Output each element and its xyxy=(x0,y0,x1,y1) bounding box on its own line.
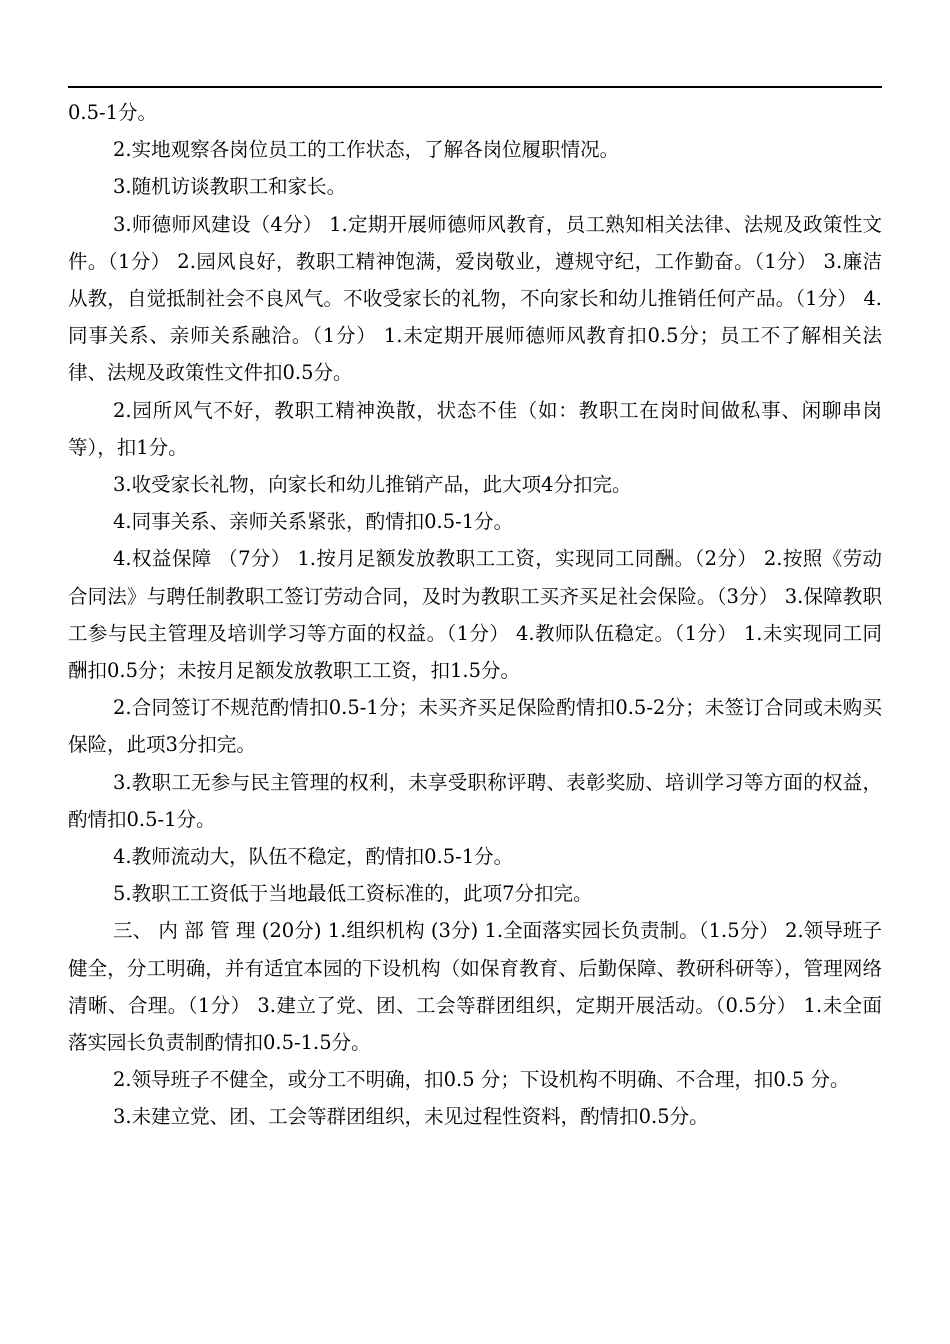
paragraph: 2.合同签订不规范酌情扣0.5-1分；未买齐买足保险酌情扣0.5-2分；未签订合同或未购买保险，此项3分扣完。 xyxy=(68,696,882,757)
paragraph: 2.园所风气不好，教职工精神涣散，状态不佳（如：教职工在岗时间做私事、闲聊串岗等），扣1分。 xyxy=(68,398,882,459)
header-rule xyxy=(68,86,882,88)
paragraph: 3.师德师风建设（4分） 1.定期开展师德师风教育，员工熟知相关法律、法规及政策性文件。（1分） 2.园风良好，教职工精神饱满，爱岗敬业，遵规守纪，工作勤奋。（1分） 3.廉洁从教，自觉抵制社会不良风气。不收受家长的礼物，不向家长和幼儿推销任何产品。（1分） 4.同事关系、亲师关系融洽。（1分） 1.未定期开展师德师风教育扣0.5分；员工不了解相关法律、法规及政策性文件扣0.5分。 xyxy=(68,212,882,385)
paragraph: 2.领导班子不健全，或分工不明确，扣0.5 分；下设机构不明确、不合理，扣0.5 分。 xyxy=(113,1068,850,1092)
paragraph: 3.未建立党、团、工会等群团组织，未见过程性资料，酌情扣0.5分。 xyxy=(113,1105,709,1129)
paragraph: 4.教师流动大，队伍不稳定，酌情扣0.5-1分。 xyxy=(113,845,514,869)
paragraph: 3.收受家长礼物，向家长和幼儿推销产品，此大项4分扣完。 xyxy=(113,473,632,497)
paragraph: 2.实地观察各岗位员工的工作状态，了解各岗位履职情况。 xyxy=(113,138,620,162)
paragraph: 3.教职工无参与民主管理的权利，未享受职称评聘、表彰奖励、培训学习等方面的权益，酌情扣0.5-1分。 xyxy=(68,770,882,831)
paragraph: 3.随机访谈教职工和家长。 xyxy=(113,175,347,199)
paragraph: 4.同事关系、亲师关系紧张，酌情扣0.5-1分。 xyxy=(113,510,514,534)
paragraph: 5.教职工工资低于当地最低工资标准的，此项7分扣完。 xyxy=(113,882,593,906)
paragraph: 三、 内 部 管 理 (20分) 1.组织机构 (3分) 1.全面落实园长负责制。（1.5分） 2.领导班子健全，分工明确，并有适宜本园的下设机构（如保育教育、后勤保障、教研科研等），管理网络清晰、合理。（1分） 3.建立了党、团、工会等群团组织，定期开展活动。（0.5分） 1.未全面落实园长负责制酌情扣0.5-1.5分。 xyxy=(68,919,882,1055)
document-body xyxy=(68,94,882,1136)
paragraph: 4.权益保障 （7分） 1.按月足额发放教职工工资，实现同工同酬。（2分） 2.按照《劳动合同法》与聘任制教职工签订劳动合同，及时为教职工买齐买足社会保险。（3分） 3.保障教职工参与民主管理及培训学习等方面的权益。（1分） 4.教师队伍稳定。（1分） 1.未实现同工同酬扣0.5分；未按月足额发放教职工工资，扣1.5分。 xyxy=(68,547,882,683)
paragraph: 0.5-1分。 xyxy=(68,101,158,124)
